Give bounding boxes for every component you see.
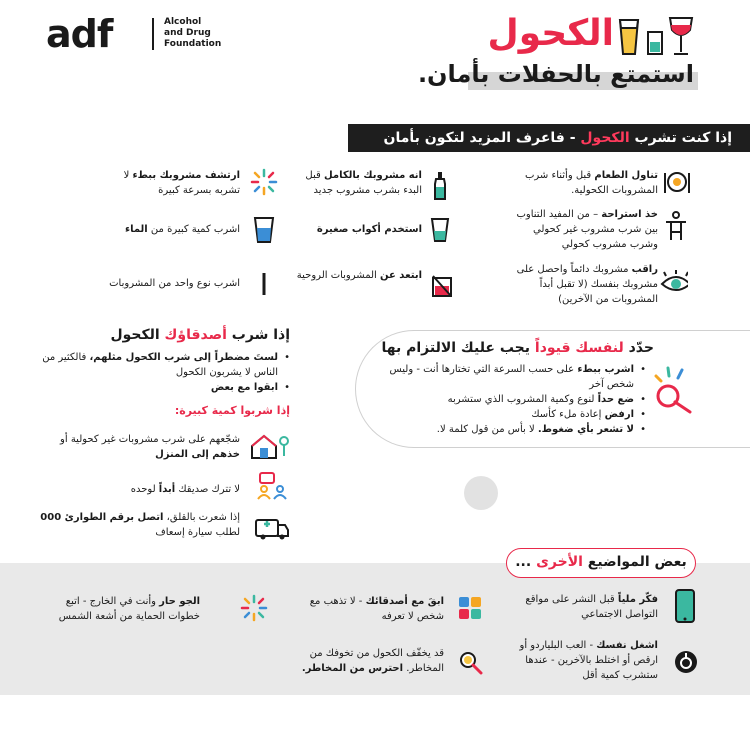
small-glass-icon [426,216,454,244]
tip-small-glasses: استخدم أكواب صغيرة [316,224,422,235]
tip-take-break: خذ استراحة – من المفيد التناوب بين شرب مشروب غير كحولي وشرب مشروب كحولي [516,209,658,250]
topic-keep-busy: اشغل نفسك - العب البلياردو أو ارقص أو اختلط بالآخرين - عندها ستشرب كمية أقل [519,640,658,681]
drink-badge-icon [672,648,700,676]
list-item: • ضع حداً لنوع وكمية المشروب الذي ستشربه [386,392,646,407]
safety-banner: إذا كنت تشرب الكحول - فاعرف المزيد لتكون بأمان [348,124,750,152]
topic-watch-risks: قد يخفّف الكحول من تخوفك من المخاطر. احترس من المخاطر. [301,648,444,674]
tip-one-type: اشرب نوع واحد من المشروبات [109,278,240,289]
water-glass-icon [250,216,278,244]
no-spirits-icon [428,272,456,300]
ambulance-icon [254,514,290,542]
limits-list [386,362,646,437]
person-break-icon [662,212,690,240]
tip-eat-food: تناول الطعام قبل وأثناء شرب المشروبات الكحولية. [525,170,658,196]
tip-watch-drink: راقب مشروبك دائماً واحصل على مشروبك بنفسك (لا تقبل أبداً المشروبات من الآخرين) [516,264,658,305]
decorative-dot [464,476,498,510]
friends-heading: إذا شرب أصدقاؤك الكحول [110,327,290,343]
logo-divider [152,18,154,50]
list-item: • لا تشعر بأي ضغوط. لا بأس من قول كلمة لا. [386,422,646,437]
drinks-icon [616,14,696,58]
friends-subheading: إذا شربوا كمية كبيرة: [174,404,290,417]
page-title: الكحول [487,13,614,54]
friends-group-icon [456,594,484,622]
full-bottle-icon [426,172,454,200]
magnifier-icon [456,648,484,676]
slow-sip-icon [250,168,278,196]
limits-heading: حدّد لنفسك قيوداً يجب عليك الالتزام بها [381,340,654,356]
topic-think-before-posting: فكّر ملياً قبل النشر على مواقع التواصل الاجتماعي [525,594,658,620]
phone-icon [672,588,698,624]
action-call-emergency: إذا شعرت بالقلق، اتصل برقم الطوارئ 000 لطلب سيارة إسعاف [40,512,240,538]
tip-drink-water: اشرب كمية كبيرة من الماء [124,224,240,235]
logo-letters: adf [46,12,113,56]
list-item: • ابقوا مع بعض [40,380,290,395]
plate-cutlery-icon [662,168,690,196]
list-item: • لستَ مضطراً إلى شرب الكحول مثلهم، فالكثير من الناس لا يشربون الكحول [40,350,290,380]
logo-name: Alcohol and Drug Foundation [164,17,222,49]
sun-icon [240,594,268,622]
eye-icon [660,268,688,296]
tip-sip-slowly: ارتشف مشروبك ببطء لا تشربه بسرعة كبيرة [123,170,240,196]
tip-avoid-spirits: ابتعد عن المشروبات الروحية [296,270,422,281]
friends-chat-icon [256,472,288,500]
single-drink-icon [250,270,278,298]
action-stay-with-friend: لا تترك صديقك أبداً لوحده [130,484,240,495]
other-topics-heading: بعض المواضيع الأخرى ... [506,548,696,578]
friends-list [40,350,290,395]
topic-stay-with-friends: ابقَ مع أصدقائك - لا تذهب مع شخص لا تعرفه [309,596,444,622]
action-take-home: شجّعهم على شرب مشروبات غير كحولية أو خذهم إلى المنزل [60,434,240,460]
limit-gauge-icon [648,364,696,416]
tip-finish-drink: انه مشروبك بالكامل قبل البدء بشرب مشروب جديد [305,170,422,196]
list-item: • اشرب ببطء على حسب السرعة التي تختارها أنت - وليس شخص آخر [386,362,646,392]
topic-hot-weather: الجو حار وأنت في الخارج - اتبع خطوات الحماية من أشعة الشمس [58,596,200,622]
home-location-icon [250,432,290,460]
page-subtitle: استمتع بالحفلات بأمان. [417,60,694,88]
list-item: • ارفض إعادة ملء كأسك [386,407,646,422]
